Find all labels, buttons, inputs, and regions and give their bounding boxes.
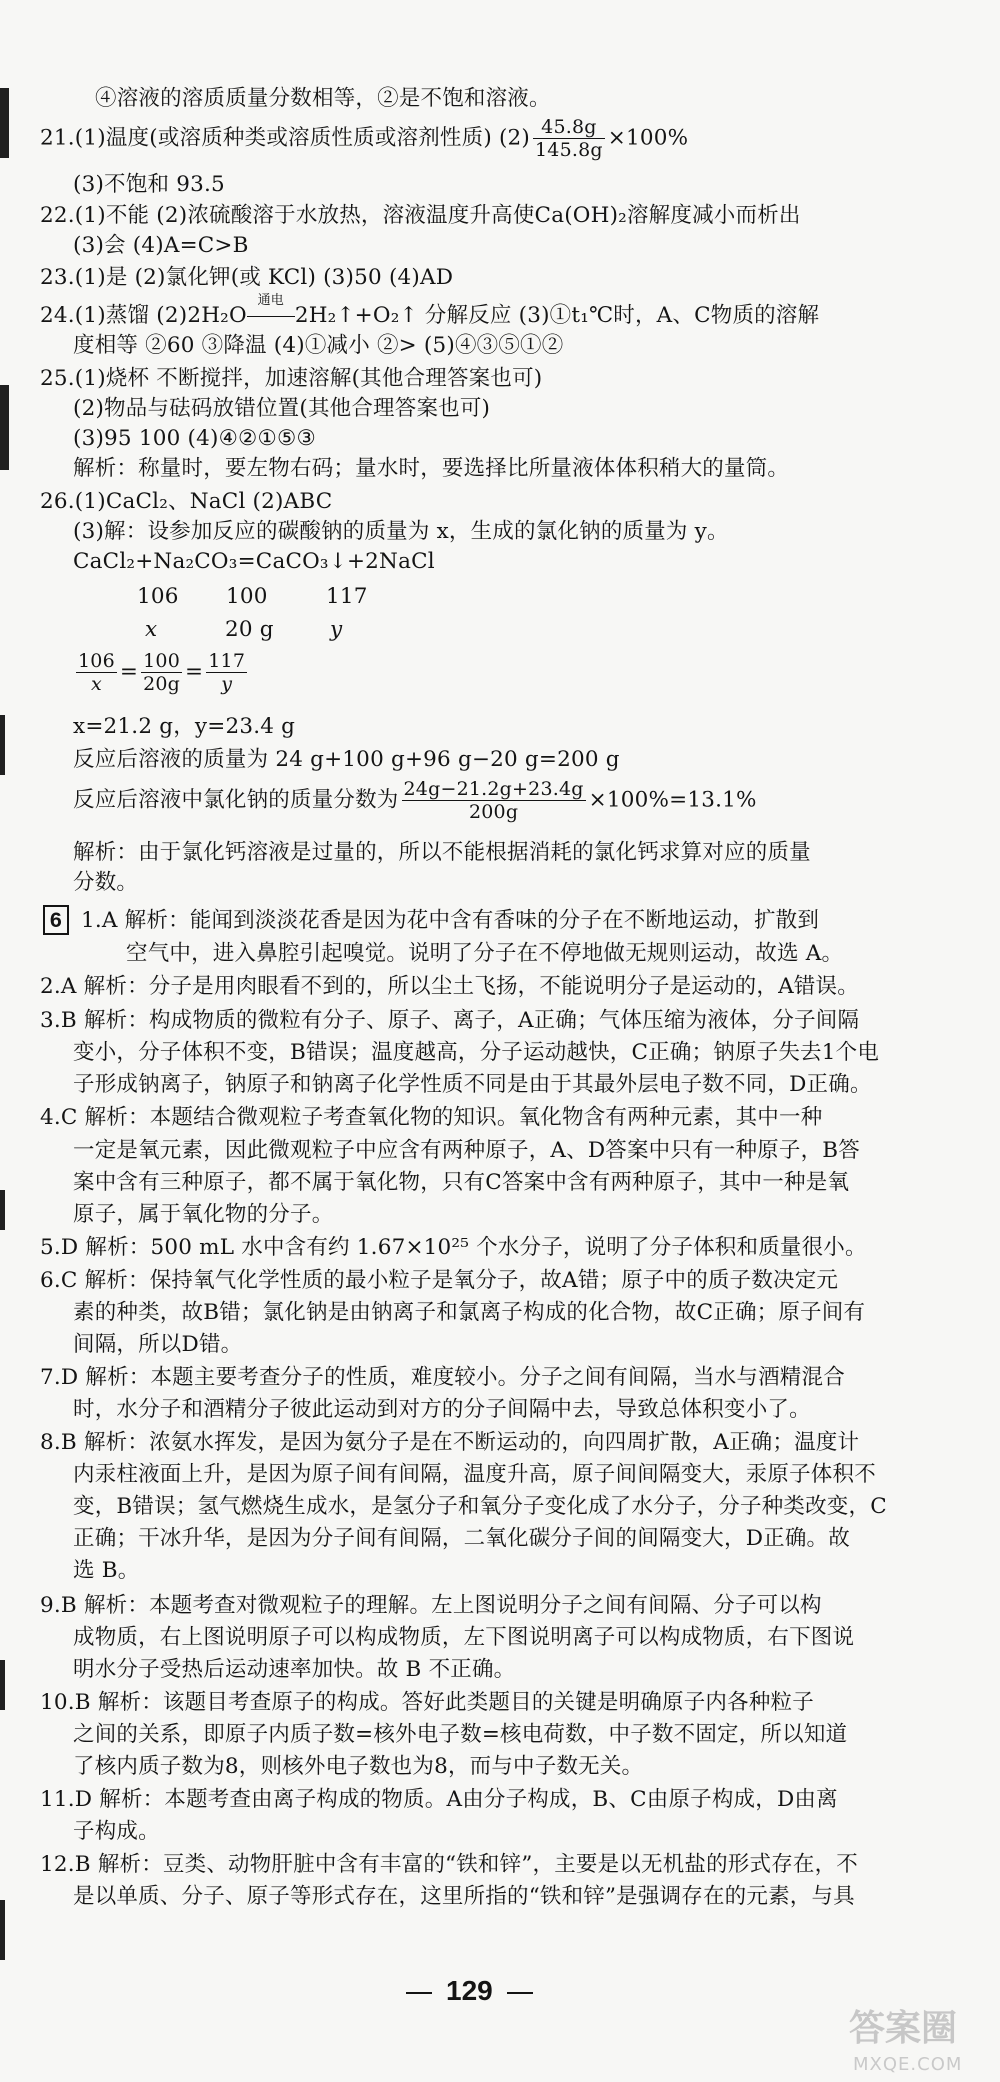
chemical-equation: CaCl₂+Na₂CO₃=CaCO₃↓+2NaCl (73, 549, 435, 574)
answer-line: x=21.2 g，y=23.4 g (73, 714, 296, 739)
watermark-icon (845, 2000, 995, 2078)
answer-line: 11.D 解析：本题考查由离子构成的物质。A由分子构成，B、C由原子构成，D由离 (40, 1787, 838, 1812)
answer-line: 了核内质子数为8，则核外电子数也为8，而与中子数无关。 (73, 1754, 644, 1779)
svg-text:MXQE.COM: MXQE.COM (853, 2054, 963, 2075)
page-number-text: 129 (446, 1975, 493, 2006)
answer-line: 8.B 解析：浓氨水挥发，是因为氨分子是在不断运动的，向四周扩散，A正确；温度计 (40, 1430, 860, 1455)
fraction-denominator: x (90, 673, 102, 695)
molar-mass: 100 (226, 584, 268, 609)
binding-edge-mark (0, 715, 5, 775)
answer-text: ×100%=13.1% (588, 787, 757, 813)
answer-line: 是以单质、分子、原子等形式存在，这里所指的“铁和锌”是强调存在的元素，与具 (73, 1884, 855, 1909)
answer-line: 变，B错误；氢气燃烧生成水，是氢分子和氧分子变化成了水分子，分子种类改变，C (73, 1494, 887, 1519)
fraction-numerator: 24g−21.2g+23.4g (403, 778, 584, 800)
answer-line: 空气中，进入鼻腔引起嗅觉。说明了分子在不停地做无规则运动，故选 A。 (126, 941, 844, 966)
answer-line: 4.C 解析：本题结合微观粒子考查氧化物的知识。氧化物含有两种元素，其中一种 (40, 1105, 823, 1130)
answer-line: 选 B。 (73, 1558, 140, 1583)
molar-mass: 117 (326, 584, 368, 609)
answer-line: 时，水分子和酒精分子彼此运动到对方的分子间隔中去，导致总体积变小了。 (73, 1397, 811, 1422)
given-mass: 20 g (225, 617, 274, 642)
answer-23-line: 23.(1)是 (2)氯化钾(或 KCl) (3)50 (4)AD (40, 265, 454, 290)
fraction-denominator: 145.8g (535, 139, 603, 161)
fraction (533, 116, 605, 161)
answer-26-line: 26.(1)CaCl₂、NaCl (2)ABC (40, 489, 333, 514)
answer-line: (2)物品与砝码放错位置(其他合理答案也可) (73, 396, 491, 421)
fraction-numerator: 106 (78, 650, 115, 672)
reaction-condition (247, 293, 295, 331)
answer-line: 5.D 解析：500 mL 水中含有约 1.67×10²⁵ 个水分子，说明了分子体积和质量很小。 (40, 1235, 867, 1260)
answer-line: ④溶液的溶质质量分数相等，②是不饱和溶液。 (95, 86, 551, 111)
answer-line: 明水分子受热后运动速率加快。故 B 不正确。 (73, 1657, 516, 1682)
answer-line: 10.B 解析：该题目考查原子的构成。答好此类题目的关键是明确原子内各种粒子 (40, 1690, 814, 1715)
watermark-logo (845, 2000, 995, 2078)
unknown-variable: x (145, 617, 158, 642)
answer-line: 子构成。 (73, 1819, 160, 1844)
answer-line: 反应后溶液的质量为 24 g+100 g+96 g−20 g=200 g (73, 747, 620, 772)
answer-text: 24.(1)蒸馏 (2)2H₂O (40, 303, 247, 328)
binding-edge-mark (0, 88, 9, 158)
fraction (141, 650, 182, 695)
answer-text: 1.A 解析：能闻到淡淡花香是因为花中含有香味的分子在不断地运动，扩散到 (81, 908, 820, 933)
answer-line: 之间的关系，即原子内质子数=核外电子数=核电荷数，中子数不固定，所以知道 (73, 1722, 848, 1747)
answer-line: 成物质，右上图说明原子可以构成物质，左下图说明离子可以构成物质，右下图说 (73, 1625, 855, 1650)
fraction-numerator: 45.8g (533, 116, 605, 139)
fraction (402, 778, 586, 823)
answer-line: 7.D 解析：本题主要考查分子的性质，难度较小。分子之间有间隔，当水与酒精混合 (40, 1365, 845, 1390)
answer-line: 内汞柱液面上升，是因为原子间有间隔，温度升高，原子间间隔变大，汞原子体积不 (73, 1462, 876, 1487)
answer-24-line (40, 293, 820, 331)
fraction-denominator: 20g (143, 673, 181, 695)
answer-text: 21.(1)温度(或溶质种类或溶质性质或溶剂性质) (2) (40, 125, 531, 151)
fraction-denominator: y (221, 673, 233, 695)
svg-text:答案圈: 答案圈 (849, 2008, 958, 2049)
answer-line: 3.B 解析：构成物质的微粒有分子、原子、离子，A正确；气体压缩为液体，分子间隔 (40, 1008, 860, 1033)
answer-line: (3)会 (4)A=C>B (73, 233, 249, 258)
answer-line: (3)不饱和 93.5 (73, 172, 225, 197)
answer-line: 度相等 ②60 ③降温 (4)①减小 ②> (5)④③⑤①② (73, 333, 564, 358)
answer-22-line: 22.(1)不能 (2)浓硫酸溶于水放热，溶液温度升高使Ca(OH)₂溶解度减小而析出 (40, 203, 801, 228)
binding-edge-mark (0, 385, 9, 470)
answer-25-line: 25.(1)烧杯 不断搅拌，加速溶解(其他合理答案也可) (40, 366, 543, 391)
answer-line: 案中含有三种原子，都不属于氧化物，只有C答案中含有两种原子，其中一种是氧 (73, 1170, 850, 1195)
answer-line: 间隔，所以D错。 (73, 1332, 243, 1357)
answer-text: 反应后溶液中氯化钠的质量分数为 (73, 787, 399, 813)
answer-line: 变小，分子体积不变，B错误；温度越高，分子运动越快，C正确；钠原子失去1个电 (73, 1040, 880, 1065)
unknown-variable: y (330, 617, 343, 642)
binding-edge-mark (0, 1900, 5, 1960)
answer-line: 一定是氧元素，因此微观粒子中应含有两种原子，A、D答案中只有一种原子，B答 (73, 1138, 860, 1163)
answer-line: 9.B 解析：本题考查对微观粒子的理解。左上图说明分子之间有间隔、分子可以构 (40, 1593, 822, 1618)
mass-fraction-line (73, 778, 757, 823)
answer-text: ×100% (607, 125, 689, 151)
fraction-numerator: 117 (208, 650, 246, 672)
answer-line: 6.C 解析：保持氧气化学性质的最小粒子是氧分子，故A错；原子中的质子数决定元 (40, 1268, 839, 1293)
section-6-first-line (43, 905, 819, 936)
fraction-numerator: 100 (141, 650, 182, 673)
answer-line: 原子，属于氧化物的分子。 (73, 1202, 334, 1227)
answer-text: 2H₂↑+O₂↑ 分解反应 (3)①t₁℃时，A、C物质的溶解 (294, 303, 820, 328)
proportion-equation: $\frac{106}{x}$ = $\frac{100}{20g}$ = $\frac{117}{y}$ (78, 650, 246, 695)
binding-edge-mark (0, 1660, 5, 1710)
answer-line: 正确；干冰升华，是因为分子间有间隔，二氧化碳分子间的间隔变大，D正确。故 (73, 1526, 850, 1551)
analysis-line: 解析：由于氯化钙溶液是过量的，所以不能根据消耗的氯化钙求算对应的质量 (73, 840, 811, 865)
answer-21-line (40, 116, 688, 161)
binding-edge-mark (0, 1190, 5, 1230)
analysis-line: 解析：称量时，要左物右码；量水时，要选择比所量液体体积稍大的量筒。 (73, 456, 790, 481)
answer-line: 子形成钠离子，钠原子和钠离子化学性质不同是由于其最外层电子数不同，D正确。 (73, 1072, 872, 1097)
fraction-denominator: 200g (468, 801, 519, 823)
section-number-box: 6 (43, 905, 69, 935)
page-number (392, 1975, 547, 2007)
condition-label: 通电 (257, 293, 285, 308)
answer-line: (3)95 100 (4)④②①⑤③ (73, 426, 316, 451)
answer-line: (3)解：设参加反应的碳酸钠的质量为 x，生成的氯化钠的质量为 y。 (73, 519, 729, 544)
answer-line: 素的种类，故B错；氯化钠是由钠离子和氯离子构成的化合物，故C正确；原子间有 (73, 1300, 866, 1325)
fraction (76, 650, 117, 695)
fraction (206, 650, 247, 695)
answer-line: 12.B 解析：豆类、动物肝脏中含有丰富的“铁和锌”，主要是以无机盐的形式存在，不 (40, 1852, 859, 1877)
answer-line: 分数。 (73, 870, 139, 895)
molar-mass: 106 (137, 584, 179, 609)
answer-line: 2.A 解析：分子是用肉眼看不到的，所以尘土飞扬，不能说明分子是运动的，A错误。 (40, 974, 859, 999)
